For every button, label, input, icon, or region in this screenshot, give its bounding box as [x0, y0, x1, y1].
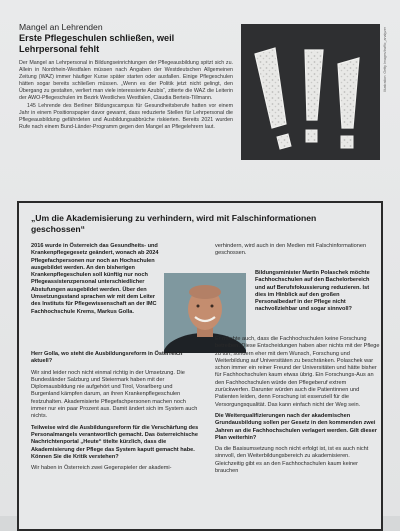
answer-2: Wir haben in Österreich zwei Gegenspieler der akademi- [31, 465, 172, 472]
interview-column-2-mid [255, 270, 380, 318]
interview-column-1 [31, 351, 202, 476]
interview-column-2-bottom [215, 336, 380, 479]
answer-1: Wir sind leider noch nicht einmal richtig in der Umsetzung. Die Bundesländer Salzburg und Steiermark haben mit der Diplomausbildung nie aufgehört und Tirol, Vorarlberg und Burgenland kämpfen darum, an ihren Krankenpflegeschulen festzuhalten. Akademisierte Pflegefachpersonen machen noch immer nur ein paar Prozent aus. Damit ändert sich im System auch nichts. [31, 369, 198, 420]
article-intro [19, 60, 233, 131]
question-2: Teilweise wird die Ausbildungsreform für die Verschärfung des Personalmangels verantwortlich gemacht. Das österreichische Nachrichtenportal „Heute“ titelte kürzlich, dass die Akademisierung der Pflege das System kaputt gemacht habe. Können Sie die Kritik verstehen? [31, 424, 199, 460]
intro-paragraph-1: Der Mangel an Lehrpersonal in Bildungseinrichtungen der Pflegeausbildung spitzt sich zu. Allein in Nordrhein-Westfalen müssen nach Angaben der Westdeutschen Allgemeinen Zeitung (WAZ) immer häufiger Kurse später starten oder ausfallen. Einige Pflegeschulen hätten sogar bereits schließen müssen. „Wenn es der Politik jetzt nicht gelingt, den Übergang zu gestalten, verliert man viele interessierte Azubis“, zitierte die WAZ die Leiterin der AWO-Pflegeschulen im Bezirk Westliches Westfalen, Claudia Berteis-Tillmann. [19, 60, 233, 102]
intro-paragraph-2: 145 Lehrende des Berliner Bildungscampus für Gesundheitsberufe hatten vor einem Jahr in einem Positionspapier davor gewarnt, dass reduzierte Stellen für Lehrpersonal die Pflegeausbildung gefährdeten und Ausbildungsabbrüche riskierten. Bereits 2021 wurden Rufe nach einem Bund-Länder-Programm gegen den Mangel an Pflegelehrern laut. [19, 102, 233, 130]
exclamation-marks-illustration [241, 24, 380, 160]
question-3: Bildungsminister Martin Polaschek möchte Fachhochschulen auf den Bachelorbereich und auf Berufsfokussierung reduzieren. Ist dies im Hinblick auf den großen Personalbedarf in der Pflege nicht nachvollziehbar und sogar sinnvoll? [255, 270, 370, 313]
answer-4: Da die Basisumsetzung noch nicht erfolgt ist, ist es auch nicht sinnvoll, den Weiterbildungsbereich zu akademisieren. Gleichzeitig gibt es an den Fachhochschulen kaum keiner brauchen [215, 446, 369, 475]
exclamation-marks-icon [241, 24, 380, 160]
image-credit: Illustration: Getty Images/traffic_analyzer [383, 26, 387, 92]
answer-2-continued: verhindern, wird auch in den Medien mit Falschinformationen geschossen. [215, 243, 367, 257]
article-headline: Erste Pflegeschulen schließen, weil Lehrpersonal fehlt [19, 33, 175, 54]
interview-column-2-top [215, 243, 380, 262]
question-4: Die Weiterqualifizierungen nach der akademischen Grundausbildung sollen per Gesetz in den kommenden zwei Jahren an die Fachhochschulen verlagert werden. Gilt dieser Plan weiterhin? [215, 412, 377, 441]
article-kicker: Mangel an Lehrenden [19, 22, 103, 32]
interview-intro: 2016 wurde in Österreich das Gesundheits- und Krankenpflegegesetz geändert, wonach ab 2024 Pflegefachpersonen nur noch an Hochschulen ausgebildet werden. An den bisherigen Krankenpflegeschulen soll künftig nur noch Pflegeassistenzpersonal unterschiedlicher Abstufungen ausgebildet werden. Über den Umsetzungsstand sprachen wir mit dem Leiter des Instituts für Pflegewissenschaft an der IMC Fachhochschule Krems, Markus Golla. [31, 243, 159, 315]
question-1: Herr Golla, wo steht die Ausbildungsreform in Österreich aktuell? [31, 351, 183, 365]
interview-intro-column [31, 243, 161, 320]
interview-title: „Um die Akademisierung zu verhindern, wird mit Falschinformationen geschossen“ [31, 213, 317, 234]
answer-3: Er möchte auch, dass die Fachhochschulen keine Forschung betreiben. Diese Entscheidungen haben aber nichts mit der Pflege zu tun, sondern eher mit dem Wunsch, Forschung und Weiterbildung auf Universitäten zu beschränken. Polaschek war schon immer ein reiner Freund der Universitäten und hätte bisher für Fachhochschulen kaum etwas übrig. Ein Forschungs-Aus an den Fachhochschulen würde den Pflegeberuf extrem zurückwerfen. Darunter würden auch die Patientinnen und Patienten leiden, denn Forschung ist essenziell für die Versorgungsqualität. Das kann einfach nicht der Weg sein. [215, 336, 380, 408]
